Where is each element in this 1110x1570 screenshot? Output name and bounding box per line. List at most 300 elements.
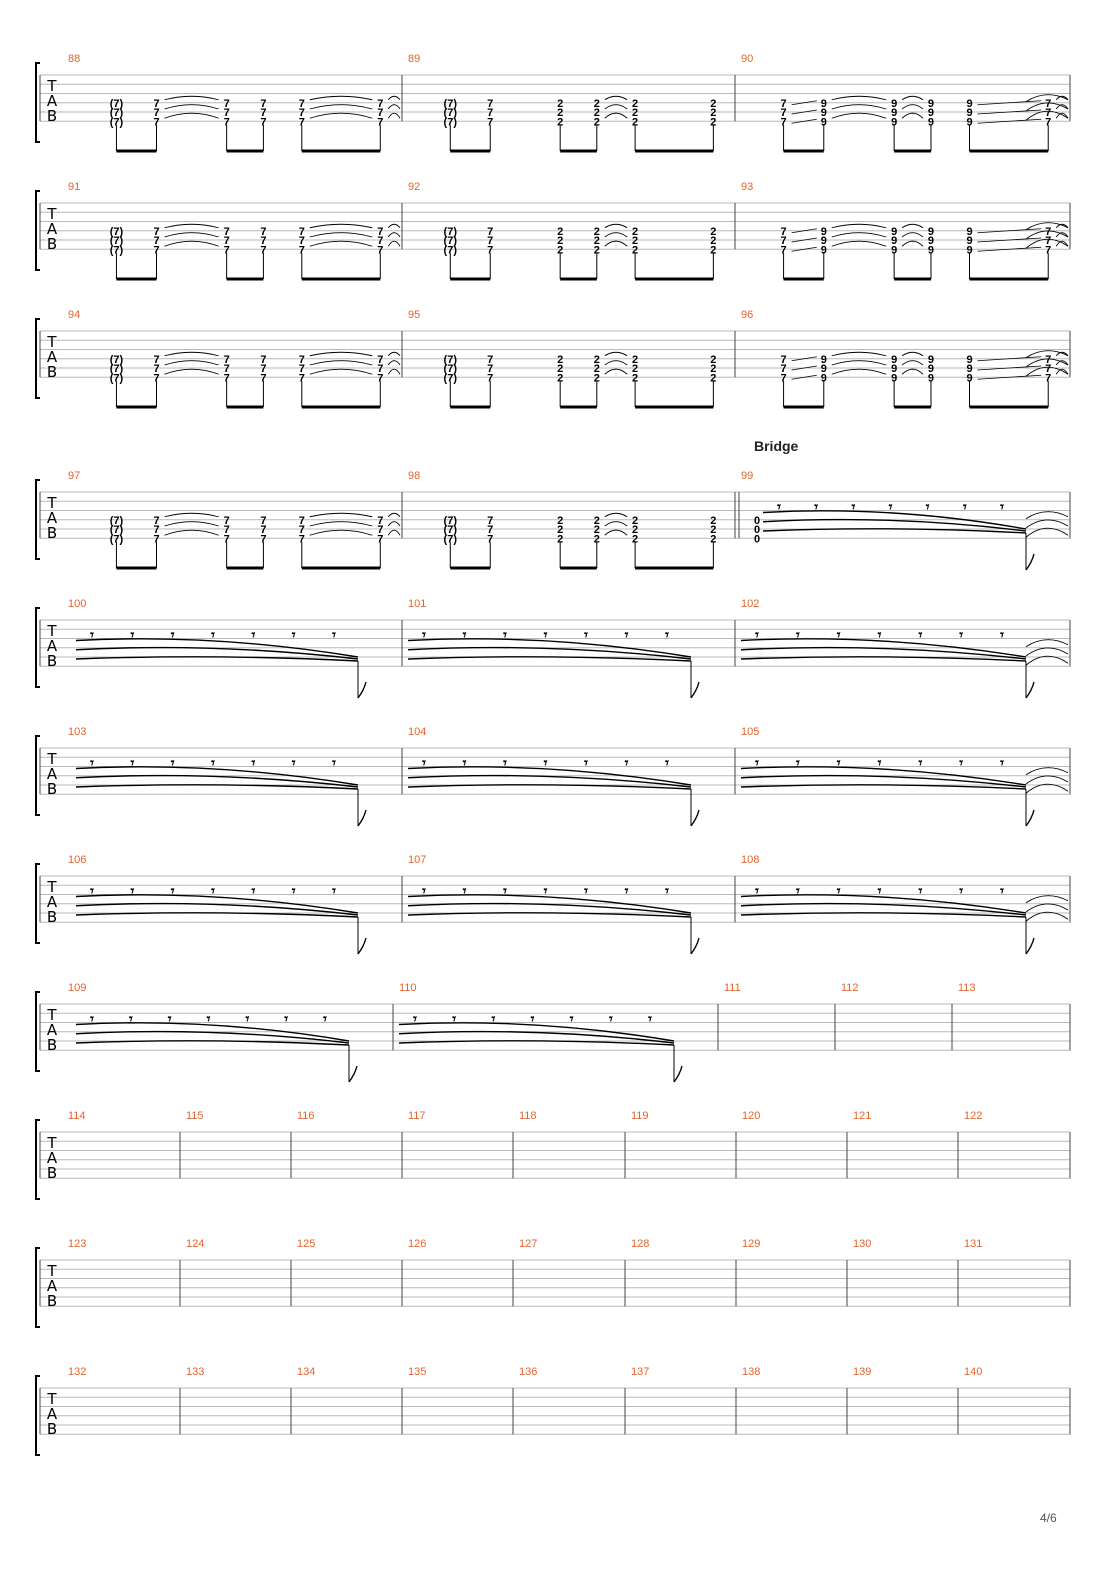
- system-bracket: [36, 1248, 40, 1327]
- measure: [519, 1110, 537, 1122]
- fret-number: 7: [1045, 107, 1052, 119]
- measure-number: 126: [408, 1238, 427, 1250]
- eighth-rest-icon: 𝄾: [624, 755, 629, 772]
- tie-arc: [388, 233, 400, 237]
- eighth-rest-icon: 𝄾: [211, 627, 215, 644]
- flag-icon: [358, 938, 366, 954]
- measure: [742, 1238, 760, 1250]
- chord: [487, 515, 493, 568]
- measure-number: 119: [631, 1110, 649, 1122]
- tab-clef-letter: T: [47, 77, 57, 95]
- measure-number: 125: [297, 1238, 316, 1250]
- fret-number: 2: [710, 225, 717, 238]
- fret-number: 7: [153, 514, 160, 527]
- tab-system: [36, 1238, 1070, 1327]
- fret-number: 2: [557, 97, 564, 110]
- eighth-rest-icon: 𝄾: [543, 883, 548, 900]
- eighth-rest-icon: 𝄾: [877, 755, 882, 772]
- chord: [487, 226, 493, 279]
- fret-number: 2: [593, 533, 600, 546]
- chord: [632, 226, 638, 279]
- flag-icon: [1026, 810, 1034, 826]
- fret-number: 7: [223, 244, 230, 257]
- tab-clef-letter: A: [46, 220, 58, 238]
- fret-number: (7): [443, 97, 458, 110]
- fret-number: 7: [153, 225, 160, 238]
- measure-number: 98: [408, 470, 421, 482]
- tab-system: [36, 726, 1070, 826]
- fret-number: 2: [593, 116, 600, 129]
- measure: [408, 470, 716, 568]
- fret-number: 2: [557, 116, 564, 129]
- fret-number: (7): [109, 244, 124, 257]
- eighth-rest-icon: 𝄾: [251, 883, 256, 900]
- measure-number: 113: [958, 982, 976, 994]
- eighth-rest-icon: 𝄾: [422, 627, 426, 644]
- fret-number: 7: [223, 524, 230, 536]
- fret-number: 2: [710, 363, 717, 375]
- fret-number: (7): [443, 363, 458, 375]
- fret-number: 2: [593, 372, 600, 385]
- flag-icon: [1026, 938, 1034, 954]
- system-bracket: [36, 191, 40, 270]
- eighth-rest-icon: 𝄾: [170, 627, 175, 644]
- measure-number: 89: [408, 53, 421, 65]
- chord: [377, 96, 400, 151]
- eighth-rest-icon: 𝄾: [90, 755, 94, 772]
- chord: [594, 513, 627, 568]
- tie-arc: [388, 105, 400, 109]
- fret-number: 2: [632, 244, 639, 257]
- eighth-rest-icon: 𝄾: [323, 1011, 327, 1028]
- fret-number: 2: [710, 524, 717, 536]
- fret-number: 7: [487, 353, 494, 366]
- tie-arc: [832, 352, 886, 356]
- fret-number: 2: [593, 353, 600, 366]
- tie-arc: [388, 241, 400, 246]
- chord: [821, 96, 886, 151]
- tab-system: [36, 1366, 1070, 1455]
- measure: [408, 309, 716, 407]
- eighth-rest-icon: 𝄾: [1000, 755, 1004, 772]
- eighth-rest-icon: 𝄾: [755, 883, 759, 900]
- tie-arc: [1026, 520, 1068, 528]
- chord: [224, 98, 230, 151]
- fret-number: 7: [377, 235, 384, 247]
- eighth-rest-icon: 𝄾: [543, 755, 548, 772]
- tie-arc: [832, 96, 886, 100]
- fret-number: 9: [891, 235, 898, 247]
- fret-number: 0: [753, 514, 761, 527]
- measure-number: 134: [297, 1366, 316, 1378]
- tie-arc: [1026, 904, 1068, 912]
- tab-clef-letter: T: [47, 205, 57, 223]
- tie-arc: [832, 113, 886, 118]
- fret-number: (7): [443, 116, 458, 129]
- eighth-rest-icon: 𝄾: [925, 499, 930, 516]
- fret-number: 0: [753, 533, 761, 546]
- eighth-rest-icon: 𝄾: [167, 1011, 172, 1028]
- tie-arc: [310, 513, 372, 517]
- fret-number: 9: [966, 244, 973, 257]
- measure-number: 97: [68, 470, 81, 482]
- eighth-rest-icon: 𝄾: [284, 1011, 289, 1028]
- fret-number: 7: [298, 514, 305, 527]
- fret-number: 7: [487, 363, 494, 375]
- eighth-rest-icon: 𝄾: [422, 883, 426, 900]
- tie-arc: [605, 530, 627, 535]
- fret-number: 2: [632, 116, 639, 129]
- measure-number: 116: [297, 1110, 315, 1122]
- measure: [741, 181, 1068, 279]
- fret-number: 9: [966, 116, 973, 129]
- fret-number: 7: [780, 116, 787, 129]
- eighth-rest-icon: 𝄾: [543, 627, 548, 644]
- tab-clef-letter: A: [46, 509, 58, 527]
- system-bracket: [36, 319, 40, 398]
- measure-number: 140: [964, 1366, 983, 1378]
- fret-number: (7): [443, 244, 458, 257]
- fret-number: 9: [927, 235, 935, 247]
- fret-number: (7): [109, 107, 124, 119]
- tab-system: [36, 1110, 1070, 1199]
- fret-number: 2: [632, 353, 639, 366]
- fret-number: (7): [443, 524, 458, 536]
- measure-number: 107: [408, 854, 427, 866]
- fret-number: 7: [223, 353, 230, 366]
- tie-arc: [165, 352, 219, 356]
- eighth-rest-icon: 𝄾: [755, 627, 759, 644]
- measure-number: 136: [519, 1366, 538, 1378]
- system-bracket: [36, 1376, 40, 1455]
- chord: [781, 226, 817, 279]
- eighth-rest-icon: 𝄾: [332, 627, 336, 644]
- chord: [260, 98, 266, 151]
- tie-arc: [1026, 912, 1068, 921]
- chord: [299, 513, 373, 568]
- chord: [299, 352, 373, 407]
- measure: [964, 1366, 982, 1378]
- eighth-rest-icon: 𝄾: [665, 627, 669, 644]
- eighth-rest-icon: 𝄾: [569, 1011, 574, 1028]
- tab-clef-letter: B: [46, 908, 58, 926]
- measure-number: 130: [853, 1238, 872, 1250]
- chord: [781, 98, 817, 151]
- chord: [377, 224, 400, 279]
- fret-number: 2: [632, 514, 639, 527]
- fret-number: (7): [109, 363, 124, 375]
- eighth-rest-icon: 𝄾: [503, 755, 507, 772]
- fret-number: (7): [443, 225, 458, 238]
- measure: [408, 53, 716, 151]
- tie-arc: [310, 530, 372, 535]
- measure-number: 102: [741, 598, 760, 610]
- eighth-rest-icon: 𝄾: [918, 755, 923, 772]
- fret-number: 2: [557, 514, 564, 527]
- eighth-rest-icon: 𝄾: [462, 627, 467, 644]
- system-bracket: [36, 736, 40, 815]
- chord: [110, 98, 124, 151]
- eighth-rest-icon: 𝄾: [608, 1011, 613, 1028]
- fret-number: 7: [260, 353, 267, 366]
- fret-number: 9: [891, 244, 898, 257]
- eighth-rest-icon: 𝄾: [665, 883, 669, 900]
- fret-number: 7: [260, 524, 267, 536]
- fret-number: 9: [820, 97, 827, 110]
- fret-number: 7: [780, 225, 787, 238]
- measure: [853, 1110, 871, 1122]
- fret-number: 2: [710, 97, 717, 110]
- measure-number: 114: [68, 1110, 86, 1122]
- fret-number: 7: [298, 116, 305, 129]
- fret-number: 7: [487, 372, 494, 385]
- fret-number: 9: [891, 97, 898, 110]
- tie-arc: [310, 233, 372, 237]
- fret-number: 9: [966, 107, 973, 119]
- fret-number: 9: [820, 235, 827, 247]
- measure: [741, 53, 1068, 151]
- chord: [153, 224, 218, 279]
- fret-number: 7: [487, 514, 494, 527]
- chord: [710, 515, 716, 568]
- measure: [841, 982, 859, 994]
- eighth-rest-icon: 𝄾: [918, 883, 923, 900]
- fret-number: 7: [377, 116, 384, 129]
- eighth-rest-icon: 𝄾: [624, 627, 629, 644]
- chord: [594, 224, 627, 279]
- eighth-rest-icon: 𝄾: [1000, 627, 1004, 644]
- system-bracket: [36, 1120, 40, 1199]
- fret-number: 7: [298, 363, 305, 375]
- chord: [224, 354, 230, 407]
- eighth-rest-icon: 𝄾: [128, 1011, 133, 1028]
- fret-number: 7: [260, 97, 267, 110]
- tie-arc: [605, 224, 627, 228]
- eighth-rest-icon: 𝄾: [877, 627, 882, 644]
- measure: [408, 181, 716, 279]
- tab-system: [36, 181, 1070, 279]
- tie-arc: [165, 241, 219, 246]
- tab-clef-letter: B: [46, 1420, 58, 1438]
- tab-clef-letter: T: [47, 750, 57, 768]
- measure-number: 122: [964, 1110, 983, 1122]
- fret-number: 7: [1045, 225, 1052, 238]
- tie-arc: [388, 113, 400, 118]
- tie-arc: [310, 113, 372, 118]
- fret-number: 7: [298, 372, 305, 385]
- fret-number: 7: [1045, 97, 1052, 110]
- measure-number: 92: [408, 181, 421, 193]
- tie-arc: [605, 96, 627, 100]
- eighth-rest-icon: 𝄾: [1000, 499, 1004, 516]
- fret-number: 2: [593, 235, 600, 247]
- fret-number: 7: [377, 107, 384, 119]
- fret-number: 7: [298, 107, 305, 119]
- tie-arc: [310, 105, 372, 109]
- tie-arc: [605, 361, 627, 365]
- measure: [964, 1110, 982, 1122]
- fret-number: 2: [710, 116, 717, 129]
- measure: [519, 1366, 537, 1378]
- tab-clef-letter: A: [46, 348, 58, 366]
- fret-number: (7): [109, 97, 124, 110]
- tie-arc: [388, 522, 400, 526]
- eighth-rest-icon: 𝄾: [665, 755, 669, 772]
- eighth-rest-icon: 𝄾: [918, 627, 923, 644]
- chord: [110, 515, 124, 568]
- eighth-rest-icon: 𝄾: [959, 755, 964, 772]
- eighth-rest-icon: 𝄾: [462, 755, 467, 772]
- measure-number: 105: [741, 726, 760, 738]
- tie-arc: [310, 369, 372, 374]
- chord: [557, 515, 563, 568]
- fret-number: 7: [377, 514, 384, 527]
- tie-arc: [902, 113, 923, 118]
- measure: [68, 181, 400, 279]
- tie-arc: [832, 369, 886, 374]
- fret-number: 2: [557, 107, 564, 119]
- chord: [299, 96, 373, 151]
- fret-number: 9: [820, 107, 827, 119]
- tie-arc: [165, 369, 219, 374]
- measure-number: 95: [408, 309, 421, 321]
- fret-number: 7: [223, 116, 230, 129]
- measure: [68, 470, 400, 568]
- measure: [408, 1238, 426, 1250]
- tie-arc: [902, 105, 923, 109]
- fret-number: (7): [109, 235, 124, 247]
- tie-arc: [1026, 896, 1068, 903]
- tie-arc: [310, 352, 372, 356]
- fret-number: 7: [298, 235, 305, 247]
- fret-number: (7): [109, 372, 124, 385]
- tie-arc: [605, 352, 627, 356]
- measure: [297, 1110, 315, 1122]
- measure-number: 124: [186, 1238, 205, 1250]
- tab-clef-letter: B: [46, 1036, 58, 1054]
- measure-number: 129: [742, 1238, 761, 1250]
- fret-number: 9: [927, 353, 935, 366]
- fret-number: 7: [153, 363, 160, 375]
- tie-arc: [388, 513, 400, 517]
- measure-number: 117: [408, 1110, 426, 1122]
- tie-arc: [165, 113, 219, 118]
- fret-number: 7: [260, 244, 267, 257]
- fret-number: 7: [377, 363, 384, 375]
- measure-number: 131: [964, 1238, 983, 1250]
- section-label: Bridge: [754, 438, 799, 454]
- tab-system: [36, 982, 1070, 1082]
- measure-number: 101: [408, 598, 427, 610]
- tab-system: [36, 470, 1070, 570]
- tab-clef-letter: A: [46, 92, 58, 110]
- system-bracket: [36, 63, 40, 142]
- eighth-rest-icon: 𝄾: [877, 883, 882, 900]
- system-bracket: [36, 608, 40, 687]
- tab-clef-letter: T: [47, 1262, 57, 1280]
- fret-number: 2: [593, 107, 600, 119]
- fret-number: 7: [1045, 235, 1052, 247]
- tab-clef-letter: T: [47, 1390, 57, 1408]
- fret-number: 7: [298, 533, 305, 546]
- tie-arc: [902, 224, 923, 228]
- fret-number: 9: [891, 107, 898, 119]
- flag-icon: [358, 682, 366, 698]
- fret-number: 7: [153, 107, 160, 119]
- tab-clef-letter: B: [46, 780, 58, 798]
- tie-arc: [605, 241, 627, 246]
- measure: [68, 53, 400, 151]
- fret-number: 7: [1045, 363, 1052, 375]
- eighth-rest-icon: 𝄾: [291, 883, 296, 900]
- fret-number: 9: [820, 116, 827, 129]
- fret-number: 2: [710, 235, 717, 247]
- fret-number: 2: [632, 533, 639, 546]
- fret-number: 2: [593, 363, 600, 375]
- fret-number: 2: [557, 244, 564, 257]
- tab-clef-letter: B: [46, 107, 58, 125]
- tab-clef-letter: B: [46, 363, 58, 381]
- tab-clef-letter: A: [46, 1277, 58, 1295]
- fret-number: (7): [109, 533, 124, 546]
- measure-number: 103: [68, 726, 87, 738]
- tie-arc: [388, 96, 400, 100]
- fret-number: 7: [1045, 353, 1052, 366]
- measure-number: 99: [741, 470, 754, 482]
- fret-number: 7: [223, 97, 230, 110]
- tie-arc: [165, 522, 219, 526]
- fret-number: 7: [780, 372, 787, 385]
- tab-clef-letter: A: [46, 637, 58, 655]
- fret-number: 9: [820, 363, 827, 375]
- fret-number: 9: [891, 363, 898, 375]
- eighth-rest-icon: 𝄾: [814, 499, 819, 516]
- fret-number: 7: [780, 107, 787, 119]
- fret-number: 7: [487, 533, 494, 546]
- system-bracket: [36, 480, 40, 559]
- flag-icon: [1026, 682, 1034, 698]
- fret-number: 2: [557, 533, 564, 546]
- measure: [408, 1110, 426, 1122]
- chord: [891, 224, 923, 279]
- measure: [186, 1238, 204, 1250]
- chord: [377, 352, 400, 407]
- fret-number: 7: [298, 353, 305, 366]
- chord: [928, 226, 934, 279]
- measure: [631, 1238, 649, 1250]
- tab-clef-letter: T: [47, 622, 57, 640]
- measure: [631, 1366, 649, 1378]
- fret-number: 7: [487, 107, 494, 119]
- fret-number: 9: [927, 225, 935, 238]
- eighth-rest-icon: 𝄾: [648, 1011, 652, 1028]
- chord: [224, 515, 230, 568]
- fret-number: 7: [260, 363, 267, 375]
- flag-icon: [674, 1066, 682, 1082]
- fret-number: 9: [966, 363, 973, 375]
- fret-number: 7: [153, 353, 160, 366]
- chord: [260, 226, 266, 279]
- page-number: 4/6: [1040, 1511, 1057, 1525]
- tie-arc: [1026, 784, 1068, 793]
- tie-arc: [832, 105, 886, 109]
- eighth-rest-icon: 𝄾: [170, 883, 175, 900]
- eighth-rest-icon: 𝄾: [959, 883, 964, 900]
- fret-number: 7: [260, 514, 267, 527]
- tie-arc: [165, 233, 219, 237]
- fret-number: 7: [153, 116, 160, 129]
- measure-number: 132: [68, 1366, 87, 1378]
